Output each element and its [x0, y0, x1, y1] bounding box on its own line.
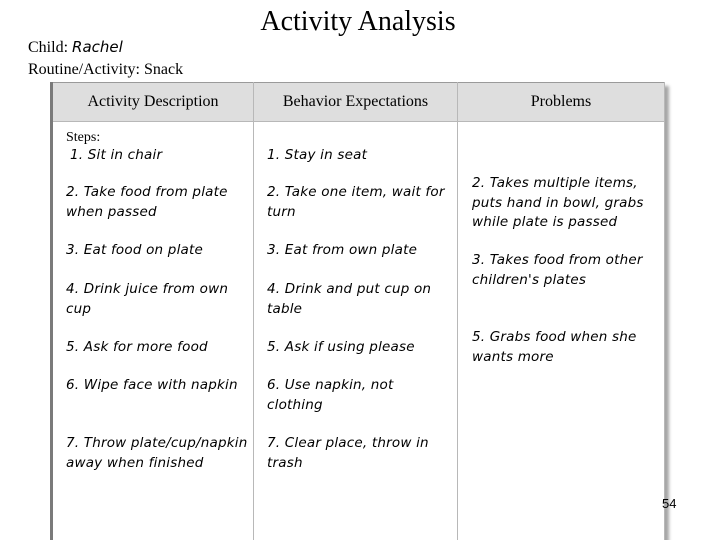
problems-column [458, 122, 665, 540]
expectation-step-1: 1. Stay in seat [267, 147, 368, 163]
description-step-4: 4. Drink juice from own cup [66, 281, 229, 317]
expectation-step-5: 5. Ask if using please [267, 339, 415, 355]
page-number: 54 [662, 496, 677, 511]
expectation-step-2: 2. Take one item, wait for turn [267, 184, 445, 220]
expectation-step-3: 3. Eat from own plate [267, 242, 418, 258]
table-body-row [52, 122, 665, 540]
description-step-3: 3. Eat food on plate [66, 242, 203, 258]
expectation-step-4: 4. Drink and put cup on table [267, 281, 432, 317]
header-behavior-expectations: Behavior Expectations [254, 83, 458, 122]
child-name: Rachel [72, 38, 123, 56]
steps-label: Steps: [66, 130, 101, 145]
routine-name: Snack [144, 61, 184, 78]
expectation-step-7: 7. Clear place, throw in trash [267, 435, 429, 471]
description-step-1: 1. Sit in chair [70, 147, 163, 163]
problem-step-2: 2. Takes multiple items, puts hand in bowl, grabs while plate is passed [472, 175, 644, 230]
child-line [28, 38, 123, 57]
activity-analysis-table [50, 82, 665, 540]
routine-line [28, 61, 183, 79]
header-activity-description: Activity Description [52, 83, 254, 122]
problem-step-5: 5. Grabs food when she wants more [472, 329, 637, 365]
table-header-row [52, 83, 665, 122]
header-problems: Problems [458, 83, 665, 122]
activity-description-column [52, 122, 254, 540]
description-step-2: 2. Take food from plate when passed [66, 184, 228, 220]
problem-step-3: 3. Takes food from other children's plates [472, 252, 643, 288]
description-step-6: 6. Wipe face with napkin [66, 377, 238, 393]
behavior-expectations-column [254, 122, 458, 540]
routine-label: Routine/Activity: [28, 61, 140, 78]
page-title: Activity Analysis [260, 6, 456, 37]
description-step-7: 7. Throw plate/cup/napkin away when finished [66, 435, 248, 471]
description-step-5: 5. Ask for more food [66, 339, 208, 355]
child-label: Child: [28, 39, 69, 56]
expectation-step-6: 6. Use napkin, not clothing [267, 377, 394, 413]
